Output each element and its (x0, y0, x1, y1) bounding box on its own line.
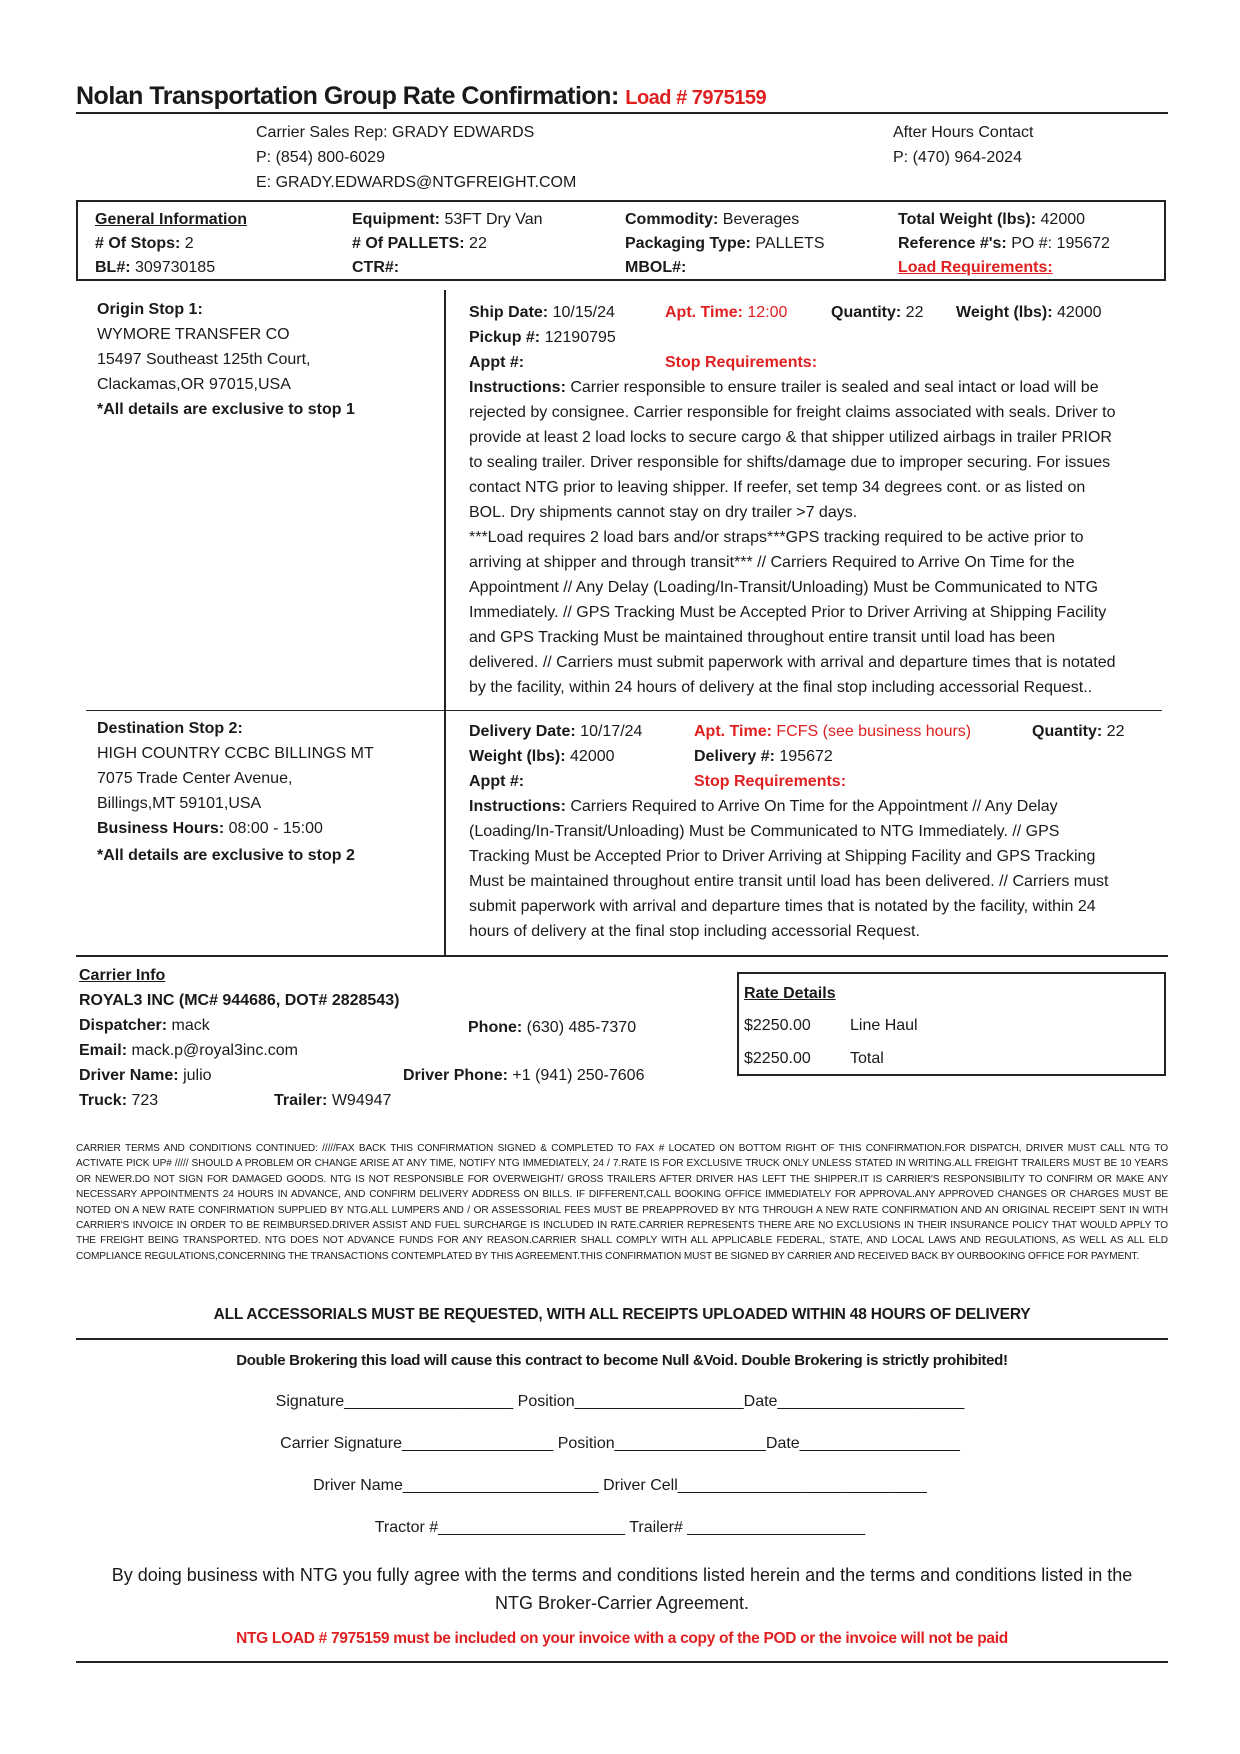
notice-rule (76, 1338, 1168, 1340)
carrier-info-heading: Carrier Info (79, 967, 166, 984)
line-haul-amount: $2250.00 (744, 1017, 811, 1034)
destination-appt-number: Appt #: (469, 773, 525, 790)
dispatcher: Dispatcher: mack (79, 1017, 210, 1034)
general-info-heading: General Information (95, 211, 248, 228)
sales-rep-phone: P: (854) 800-6029 (256, 149, 385, 166)
destination-weight: Weight (lbs): 42000 (469, 748, 615, 765)
stop-separator (86, 710, 1162, 711)
origin-appt-number: Appt #: (469, 354, 525, 371)
carrier-name: ROYAL3 INC (MC# 944686, DOT# 2828543) (79, 992, 400, 1009)
load-requirements-link[interactable]: Load Requirements: (898, 259, 1053, 276)
document-title (76, 82, 766, 111)
ship-date: Ship Date: 10/15/24 (469, 304, 615, 321)
origin-name: WYMORE TRANSFER CO (97, 326, 290, 343)
line-haul-label: Line Haul (850, 1017, 918, 1034)
general-information-box (76, 200, 1166, 281)
destination-heading: Destination Stop 2: (97, 720, 243, 737)
invoice-notice: NTG LOAD # 7975159 must be included on your invoice with a copy of the POD or the invoice will not be paid (236, 1630, 1008, 1647)
accessorials-notice: ALL ACCESSORIALS MUST BE REQUESTED, WITH ALL RECEIPTS UPLOADED WITHIN 48 HOURS OF DELIVERY (213, 1306, 1031, 1323)
commodity: Commodity: Beverages (625, 211, 800, 228)
pickup-number: Pickup #: 12190795 (469, 329, 616, 346)
destination-note: *All details are exclusive to stop 2 (97, 847, 355, 864)
origin-note: *All details are exclusive to stop 1 (97, 401, 355, 418)
destination-quantity: Quantity: 22 (1032, 723, 1125, 740)
origin-stop-info (97, 297, 437, 422)
reference-numbers: Reference #'s: PO #: 195672 (898, 235, 1110, 252)
after-hours-phone: P: (470) 964-2024 (893, 149, 1022, 166)
rate-details-heading: Rate Details (744, 985, 836, 1002)
carrier-phone: Phone: (630) 485-7370 (468, 1019, 637, 1036)
trailer-number: Trailer: W94947 (274, 1092, 392, 1109)
pallets-count: # Of PALLETS: 22 (352, 235, 487, 252)
tractor-trailer-line[interactable]: Tractor #_____________________ Trailer# ____________________ (374, 1519, 866, 1536)
origin-address2: Clackamas,OR 97015,USA (97, 376, 291, 393)
destination-apt-time: Apt. Time: FCFS (see business hours) (694, 723, 972, 740)
driver-info-line[interactable]: Driver Name______________________ Driver Cell____________________________ (313, 1477, 927, 1494)
destination-stop-info (97, 716, 437, 868)
stops-count: # Of Stops: 2 (95, 235, 194, 252)
origin-quantity: Quantity: 22 (831, 304, 924, 321)
destination-instructions: Instructions: Carriers Required to Arrive On Time for the Appointment // Any Delay (Loading/In-Transit/Unloading) Must be Communicated to NTG Immediately. // GPS Tracking Must be Accepted Prior to Driver Arriving at Shipping Facility and GPS Tracking Must be maintained throughout entire transit until load has been delivered. // Carriers must submit paperwork with arrival and departure times that is notated by the facility, within 24 hours of delivery at the final stop including accessorial Request. (469, 798, 1109, 940)
destination-address1: 7075 Trade Center Avenue, (97, 770, 293, 787)
origin-address1: 15497 Southeast 125th Court, (97, 351, 311, 368)
packaging-type: Packaging Type: PALLETS (625, 235, 825, 252)
mbol-number: MBOL#: (625, 259, 687, 276)
agreement-statement: By doing business with NTG you fully agree with the terms and conditions listed herein and the terms and conditions listed in the NTG Broker-Carrier Agreement. (111, 1565, 1133, 1613)
total-amount: $2250.00 (744, 1050, 811, 1067)
origin-instructions: Instructions: Carrier responsible to ensure trailer is sealed and seal intact or load will be rejected by consignee. Carrier responsible for freight claims associated with seals. Driver to provide at least 2 load locks to secure cargo & that shipper utilized airbags in trailer PRIOR to sealing trailer. Driver responsible for shifts/damage due to improper securing. For issues contact NTG prior to leaving shipper. If reefer, set temp 34 degrees cont. or as listed on BOL. Dry shipments cannot stay on dry trailer >7 days. ***Load requires 2 load bars and/or straps***GPS tracking required to be active prior to arriving at shipper and through transit*** // Carriers Required to Arrive On Time for the Appointment // Any Delay (Loading/In-Transit/Unloading) Must be Communicated to NTG Immediately. // GPS Tracking Must be Accepted Prior to Driver Arriving at Shipping Facility and GPS Tracking Must be maintained throughout entire transit until load has been delivered. // Carriers must submit paperwork with arrival and departure times that is notated by the facility, within 24 hours of delivery at the final stop including accessorial Request.. (469, 379, 1116, 696)
delivery-number: Delivery #: 195672 (694, 748, 833, 765)
origin-stop-details (469, 300, 1149, 700)
rate-details-box (737, 972, 1166, 1076)
total-label: Total (850, 1050, 884, 1067)
destination-address2: Billings,MT 59101,USA (97, 795, 262, 812)
total-weight: Total Weight (lbs): 42000 (898, 211, 1086, 228)
stop-column-divider (444, 290, 446, 955)
title-rule (76, 112, 1168, 114)
origin-weight: Weight (lbs): 42000 (956, 304, 1102, 321)
destination-stop-details (469, 719, 1149, 944)
truck-number: Truck: 723 (79, 1092, 159, 1109)
equipment: Equipment: 53FT Dry Van (352, 211, 543, 228)
company-title: Nolan Transportation Group Rate Confirmation: (76, 82, 619, 110)
origin-heading: Origin Stop 1: (97, 301, 203, 318)
terms-and-conditions: CARRIER TERMS AND CONDITIONS CONTINUED: /////FAX BACK THIS CONFIRMATION SIGNED & COMPLETED TO FAX # LOCATED ON BOTTOM RIGHT OF THIS CONFIRMATION.FOR DISPATCH, DRIVER MUST CALL NTG TO ACTIVATE PICK UP# ///// SHOULD A PROBLEM OR CHANGE ARISE AT ANY TIME, NOTIFY NTG IMMEDIATELY, 24 / 7.RATE IS FOR EXCLUSIVE TRUCK ONLY UNLESS STATED IN WRITING.ALL FREIGHT TRAILERS MUST BE 10 YEARS OR NEWER.DO NOT SIGN FOR DAMAGED GOODS. NTG IS NOT RESPONSIBLE FOR OVERWEIGHT/ GROSS TRAILERS AFTER DRIVER HAS LEFT THE SHIPPER.IT IS CARRIER'S RESPONSIBILITY TO CONFIRM OR MAKE ANY NECESSARY APPOINTMENTS 24 HOURS IN ADVANCE, AND CONFIRM DELIVERY ADDRESS ON BILLS. IF DIFFERENT,CALL BOOKING OFFICE IMMEDIATELY FOR APPROVAL.ANY APPROVED CHANGES OR CHARGES MUST BE NOTED ON A NEW RATE CONFIRMATION SUPPLIED BY NTG.ALL LUMPERS AND / OR ASSESSORIAL FEES MUST BE PREAPPROVED BY NTG THROUGH A NEW RATE CONFIRMATION AND AN ORIGINAL RECEIPT SENT IN WITH CARRIER'S INVOICE IN ORDER TO BE REIMBURSED.DRIVER ASSIST AND FUEL SURCHARGE IS INCLUDED IN RATE.CARRIER REPRESENTS THERE ARE NO EXCLUSIONS IN THEIR INSURANCE POLICY THAT WOULD APPLY TO THE FREIGHT BEING TRANSPORTED. NTG DOES NOT ADVANCE FUNDS FOR ANY REASON.CARRIER SHALL COMPLY WITH ALL APPLICABLE FEDERAL, STATE, AND LOCAL LAWS AND REGULATIONS, AS WELL AS ALL ELD COMPLIANCE REGULATIONS,CONCERNING THE TRANSACTIONS CONTEMPLATED BY THIS AGREEMENT.THIS CONFIRMATION MUST BE SIGNED BY CARRIER AND RECEIVED BACK BY OURBOOKING OFFICE FOR PAYMENT. (76, 1143, 1168, 1262)
origin-apt-time: Apt. Time: 12:00 (665, 304, 788, 321)
load-number: Load # 7975159 (625, 87, 767, 109)
double-brokering-notice: Double Brokering this load will cause this contract to become Null &Void. Double Brokering is strictly prohibited! (236, 1352, 1008, 1369)
delivery-date: Delivery Date: 10/17/24 (469, 723, 643, 740)
origin-stop-requirements: Stop Requirements: (665, 354, 818, 371)
stops-bottom-rule (76, 955, 1168, 957)
carrier-email: Email: mack.p@royal3inc.com (79, 1042, 298, 1059)
ctr-number: CTR#: (352, 259, 400, 276)
driver-phone: Driver Phone: +1 (941) 250-7606 (403, 1067, 645, 1084)
destination-name: HIGH COUNTRY CCBC BILLINGS MT (97, 745, 374, 762)
carrier-signature-line[interactable]: Carrier Signature_________________ Position_________________Date__________________ (280, 1435, 960, 1452)
signature-line[interactable]: Signature___________________ Position___________________Date_____________________ (275, 1393, 965, 1410)
bl-number: BL#: 309730185 (95, 259, 216, 276)
sales-rep-email: E: GRADY.EDWARDS@NTGFREIGHT.COM (256, 174, 577, 191)
footer-rule (76, 1661, 1168, 1663)
destination-stop-requirements: Stop Requirements: (694, 773, 847, 790)
after-hours-label: After Hours Contact (893, 124, 1034, 141)
sales-rep: Carrier Sales Rep: GRADY EDWARDS (256, 124, 535, 141)
driver-name: Driver Name: julio (79, 1067, 212, 1084)
business-hours: Business Hours: 08:00 - 15:00 (97, 820, 323, 837)
